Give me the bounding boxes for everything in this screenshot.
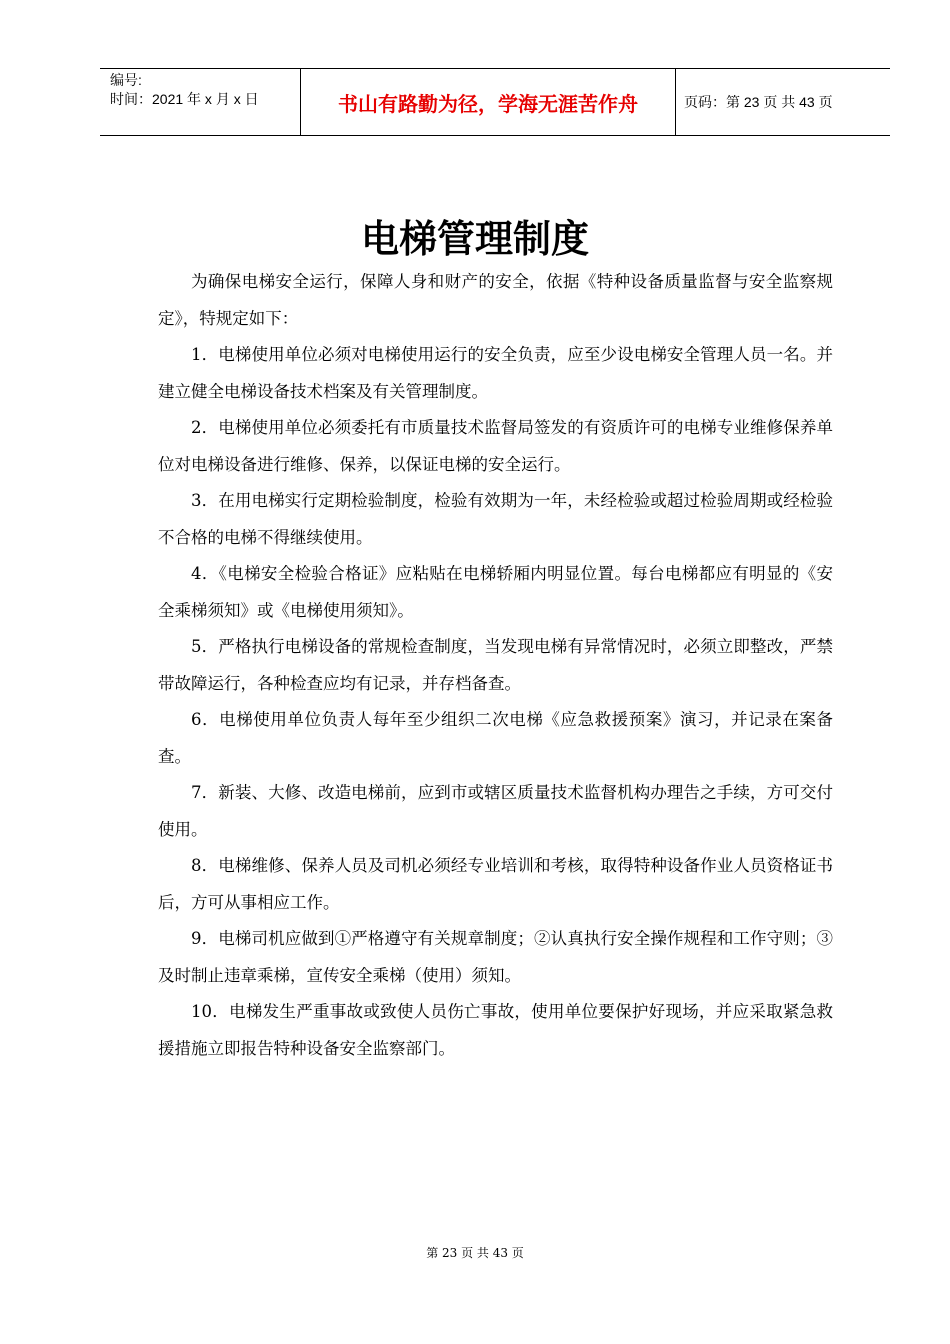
paragraph-rule-1: 1．电梯使用单位必须对电梯使用运行的安全负责，应至少设电梯安全管理人员一名。并建立健全电梯设备技术档案及有关管理制度。 bbox=[158, 345, 833, 401]
paragraph-rule-7: 7．新装、大修、改造电梯前，应到市或辖区质量技术监督机构办理告之手续，方可交付使用。 bbox=[158, 783, 833, 839]
page-footer: 第 23 页 共 43 页 bbox=[426, 1246, 524, 1260]
paragraph-rule-4: 4．《电梯安全检验合格证》应粘贴在电梯轿厢内明显位置。每台电梯都应有明显的《安全乘梯须知》或《电梯使用须知》。 bbox=[158, 564, 833, 620]
document-body bbox=[158, 264, 833, 1067]
paragraph-rule-2: 2．电梯使用单位必须委托有市质量技术监督局签发的有资质许可的电梯专业维修保养单位对电梯设备进行维修、保养，以保证电梯的安全运行。 bbox=[158, 418, 833, 474]
header-page-info: 页码：第 23 页 共 43 页 bbox=[684, 94, 833, 110]
paragraph-rule-9: 9．电梯司机应做到①严格遵守有关规章制度；②认真执行安全操作规程和工作守则；③及时制止违章乘梯，宣传安全乘梯（使用）须知。 bbox=[158, 929, 833, 985]
paragraph-rule-8: 8．电梯维修、保养人员及司机必须经专业培训和考核，取得特种设备作业人员资格证书后，方可从事相应工作。 bbox=[158, 856, 833, 912]
header-slogan: 书山有路勤为径，学海无涯苦作舟 bbox=[301, 69, 676, 135]
paragraph-intro: 为确保电梯安全运行，保障人身和财产的安全，依据《特种设备质量监督与安全监察规定》，特规定如下： bbox=[158, 272, 833, 328]
paragraph-rule-6: 6．电梯使用单位负责人每年至少组织二次电梯《应急救援预案》演习，并记录在案备查。 bbox=[158, 710, 833, 766]
header-table bbox=[100, 68, 890, 136]
document-number-label: 编号: bbox=[110, 72, 142, 88]
document-time-label: 时间：2021 年 x 月 x 日 bbox=[110, 91, 259, 107]
paragraph-rule-5: 5．严格执行电梯设备的常规检查制度，当发现电梯有异常情况时，必须立即整改，严禁带故障运行，各种检查应均有记录，并存档备查。 bbox=[158, 637, 833, 693]
header-meta-cell bbox=[100, 69, 301, 135]
document-title: 电梯管理制度 bbox=[360, 217, 589, 261]
paragraph-rule-10: 10．电梯发生严重事故或致使人员伤亡事故，使用单位要保护好现场，并应采取紧急救援措施立即报告特种设备安全监察部门。 bbox=[158, 1002, 833, 1058]
paragraph-rule-3: 3．在用电梯实行定期检验制度，检验有效期为一年，未经检验或超过检验周期或经检验不合格的电梯不得继续使用。 bbox=[158, 491, 833, 547]
